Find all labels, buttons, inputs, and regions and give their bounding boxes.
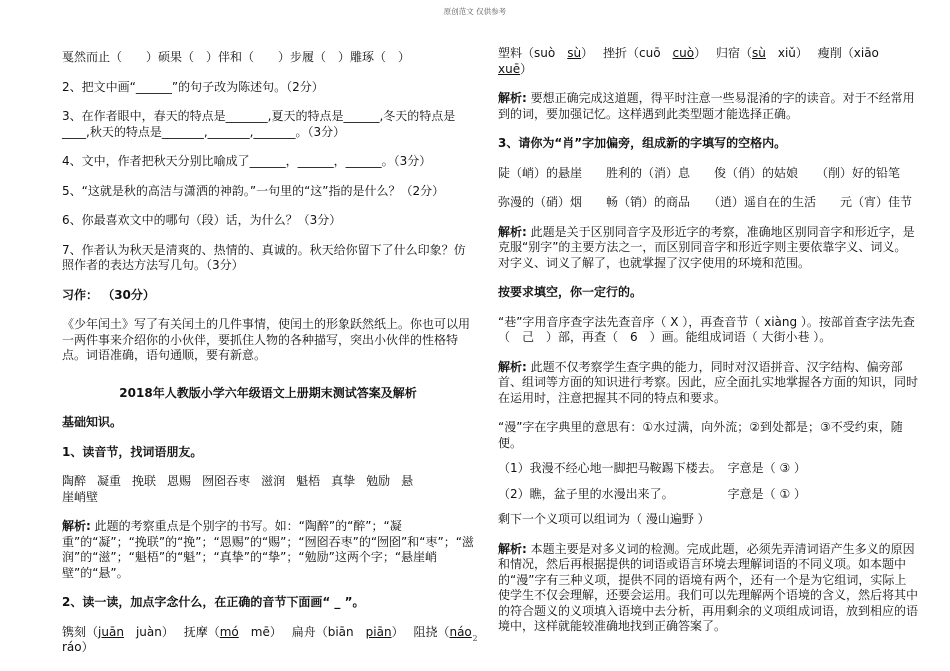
page-number: 2 xyxy=(472,634,478,643)
q3-line-1: 陡（峭）的悬崖 胜利的（消）息 俊（俏）的姑娘 （削）好的铅笔 xyxy=(498,165,901,180)
q4-text: “巷”字用音序查字法先查音序（ X ），再查音节（ xiàng ）。按部首查字法先查（ 己 ）部，再查（ 6 ）画。能组成词语（ 大街小巷 ）。 xyxy=(498,314,915,344)
man-sentence-2: （2）瞧，盆子里的水漫出来了。 字意是（ ① ） xyxy=(498,486,807,501)
analysis-text: 此题是关于区别同音字及形近字的考察，准确地区别同音字和形近字，是克服“别字”的主要方法之一，而区别同音字和形近字则主要依靠字义、词义。对字义、词义了解了，也就掌握了汉字使用的环境和范围。 xyxy=(498,224,915,270)
pinyin-word: 归宿 xyxy=(715,46,740,60)
pinyin-option: xiǔ xyxy=(777,46,796,60)
pinyin-row-right xyxy=(498,46,918,77)
answer-4-analysis xyxy=(498,360,918,407)
pinyin-option: náo xyxy=(449,624,472,639)
analysis-text: 此题不仅考察学生查字典的能力，同时对汉语拼音、汉字结构、偏旁部首、组词等方面的知识进行考察。因此，应全面扎实地掌握各方面的知识，同时在运用时，注意把握其不同的特点和要求。 xyxy=(498,359,919,405)
pinyin-item: 瘦削（xiāo xuē） xyxy=(498,46,879,76)
pinyin-word: 阻挠 xyxy=(413,624,438,639)
q1-word-cont: 崖峭壁 xyxy=(62,489,99,504)
answer-3-analysis xyxy=(498,225,918,272)
analysis-text: 此题的考察重点是个别字的书写。如：“陶醉”的“醉”；“凝重”的“凝”；“挽联”的“挽”；“恩赐”的“赐”；“囫囵吞枣”的“囫囵”和“枣”；“滋润”的“滋”；“魁梧”的“魁”；“真挚”的“挚”；“勉励”这两个字；“悬崖峭壁”的“悬”。 xyxy=(62,519,474,580)
question-3: 3、在作者眼中，春天的特点是_______,夏天的特点是______,冬天的特点是____,秋天的特点是_______,_______,_______。（3分） xyxy=(62,109,456,139)
pinyin-option: juàn xyxy=(135,624,162,639)
word: 恩赐 xyxy=(167,474,192,488)
analysis-label: 解析: xyxy=(62,519,91,533)
pinyin-option: mē xyxy=(250,624,270,639)
composition-text: 《少年闰土》写了有关闰土的几件事情，使闰土的形象跃然纸上。你也可以用一两件事来介绍你的小伙伴，要抓住人物的各种描写，突出小伙伴的性格特点。词语准确，语句通顺，要有新意。 xyxy=(62,317,471,362)
question-7: 7、作者认为秋天是清爽的、热情的、真诚的。秋天给你留下了什么印象？仿照作者的表达方法写几句。（3分） xyxy=(62,242,466,272)
word: 勉励 xyxy=(366,474,391,488)
answer-5-analysis xyxy=(498,542,918,635)
pinyin-option: mó xyxy=(219,624,239,639)
pinyin-option: cuō xyxy=(638,46,661,60)
composition-score: （30分） xyxy=(102,287,155,302)
pinyin-option: biān xyxy=(327,624,354,639)
word: 凝重 xyxy=(97,474,122,488)
pinyin-word: 挫折 xyxy=(602,46,627,60)
analysis-label: 解析: xyxy=(498,91,527,105)
pinyin-option: xuē xyxy=(498,61,521,76)
pinyin-word: 塑料 xyxy=(498,46,523,60)
question-4: 4、文中，作者把秋天分别比喻成了______，______，______。（3分） xyxy=(62,154,432,168)
q1-analysis xyxy=(62,519,474,581)
pinyin-option: xiāo xyxy=(853,46,879,60)
pinyin-item: 抚摩（mó mē） xyxy=(183,624,276,639)
q1-words xyxy=(62,474,474,505)
pinyin-option: juān xyxy=(98,624,124,639)
pinyin-item: 塑料（suò sù） xyxy=(498,46,588,60)
q2b-title: 2、读一读，加点字念什么，在正确的音节下面画“ _ ”。 xyxy=(62,595,365,609)
pinyin-item: 扁舟（biān piān） xyxy=(291,624,398,639)
word: 挽联 xyxy=(132,474,157,488)
analysis-text: 本题主要是对多义词的检测。完成此题，必须先弄清词语产生多义的原因和情况，然后再根据提供的词语或语言环境去理解词语的不同义项。如本题中的“漫”字有三种义项，提供不同的语境有两个，还有一个是为它组词，实际上使学生不仅会理解，还要会运用。我们可以先理解两个语境的含义，然后将其中的符合题义的义项填入语境中去分析，再用剩余的义项组成词语，放到相应的语境中，这样就能较准确地找到正确答案了。 xyxy=(498,541,919,633)
word: 悬 xyxy=(401,474,414,488)
q1-word-list xyxy=(62,474,474,490)
section-heading: 基础知识。 xyxy=(62,415,123,429)
word: 真挚 xyxy=(331,474,356,488)
pinyin-option: piān xyxy=(365,624,392,639)
word: 囫囵吞枣 xyxy=(202,474,251,488)
pinyin-option: ráo xyxy=(62,640,82,654)
pinyin-item: 挫折（cuō cuò） xyxy=(602,46,701,60)
analysis-label: 解析: xyxy=(498,224,527,239)
pinyin-word: 抚摩 xyxy=(183,624,208,639)
q3-title: 3、请你为“肖”字加偏旁，组成新的字填写的空格内。 xyxy=(498,136,787,150)
man-meaning: “漫”字在字典里的意思有：①水过满，向外流；②到处都是；③不受约束，随便。 xyxy=(498,420,903,450)
word: 魁梧 xyxy=(296,474,321,488)
pinyin-option: suò xyxy=(534,46,556,60)
pinyin-option: sù xyxy=(567,46,582,60)
question-2: 2、把文中画“______”的句子改为陈述句。（2分） xyxy=(62,79,324,94)
q3-line-2: 弥漫的（硝）烟 畅（销）的商品 （逍）遥自在的生活 元（宵）佳节 xyxy=(498,195,913,209)
answer-1-analysis xyxy=(498,91,918,122)
analysis-label: 解析: xyxy=(498,359,527,374)
pinyin-option: sù xyxy=(751,46,766,60)
question-5: 5、“这就是秋的高洁与潇洒的神韵。”一句里的“这”指的是什么？（2分） xyxy=(62,183,445,198)
pinyin-item: 镌刻（juān juàn） xyxy=(62,624,168,639)
q1-title: 1、读音节，找词语朋友。 xyxy=(62,444,203,459)
man-sentence-1: （1）我漫不经心地一脚把马鞍踢下楼去。 字意是（ ③ ） xyxy=(498,461,807,475)
q4-title: 按要求填空，你一定行的。 xyxy=(498,285,643,299)
analysis-text: 要想正确完成这道题，得平时注意一些易混淆的字的读音。对于不经常用到的词，要加强记忆。这样遇到此类型题才能选择正确。 xyxy=(498,91,915,121)
pinyin-word: 扁舟 xyxy=(291,624,316,639)
man-sentence-3: 剩下一个义项可以组词为（ 漫山遍野 ） xyxy=(498,512,710,526)
pinyin-word: 瘦削 xyxy=(817,46,842,60)
answer-title: 2018年人教版小学六年级语文上册期末测试答案及解析 xyxy=(119,385,417,400)
pinyin-option: cuò xyxy=(672,46,695,60)
pinyin-word: 镌刻 xyxy=(62,624,87,639)
question-6: 6、你最喜欢文中的哪句（段）话，为什么？（3分） xyxy=(62,213,342,227)
words-line: 戛然而止（ ）硕果（ ）伴和（ ）步履（ ）雕琢（ ） xyxy=(62,50,411,64)
pinyin-item: 归宿（sù xiǔ） xyxy=(715,46,802,60)
word: 陶醉 xyxy=(62,474,87,488)
composition-heading xyxy=(62,288,474,304)
right-column xyxy=(498,46,918,635)
composition-label: 习作： xyxy=(62,287,99,302)
analysis-label: 解析: xyxy=(498,541,527,556)
page-header: 原创范文 仅供参考 xyxy=(443,7,507,16)
left-column xyxy=(62,50,474,656)
pinyin-item: 阻挠（náo ráo） xyxy=(62,624,472,654)
word: 滋润 xyxy=(261,474,286,488)
